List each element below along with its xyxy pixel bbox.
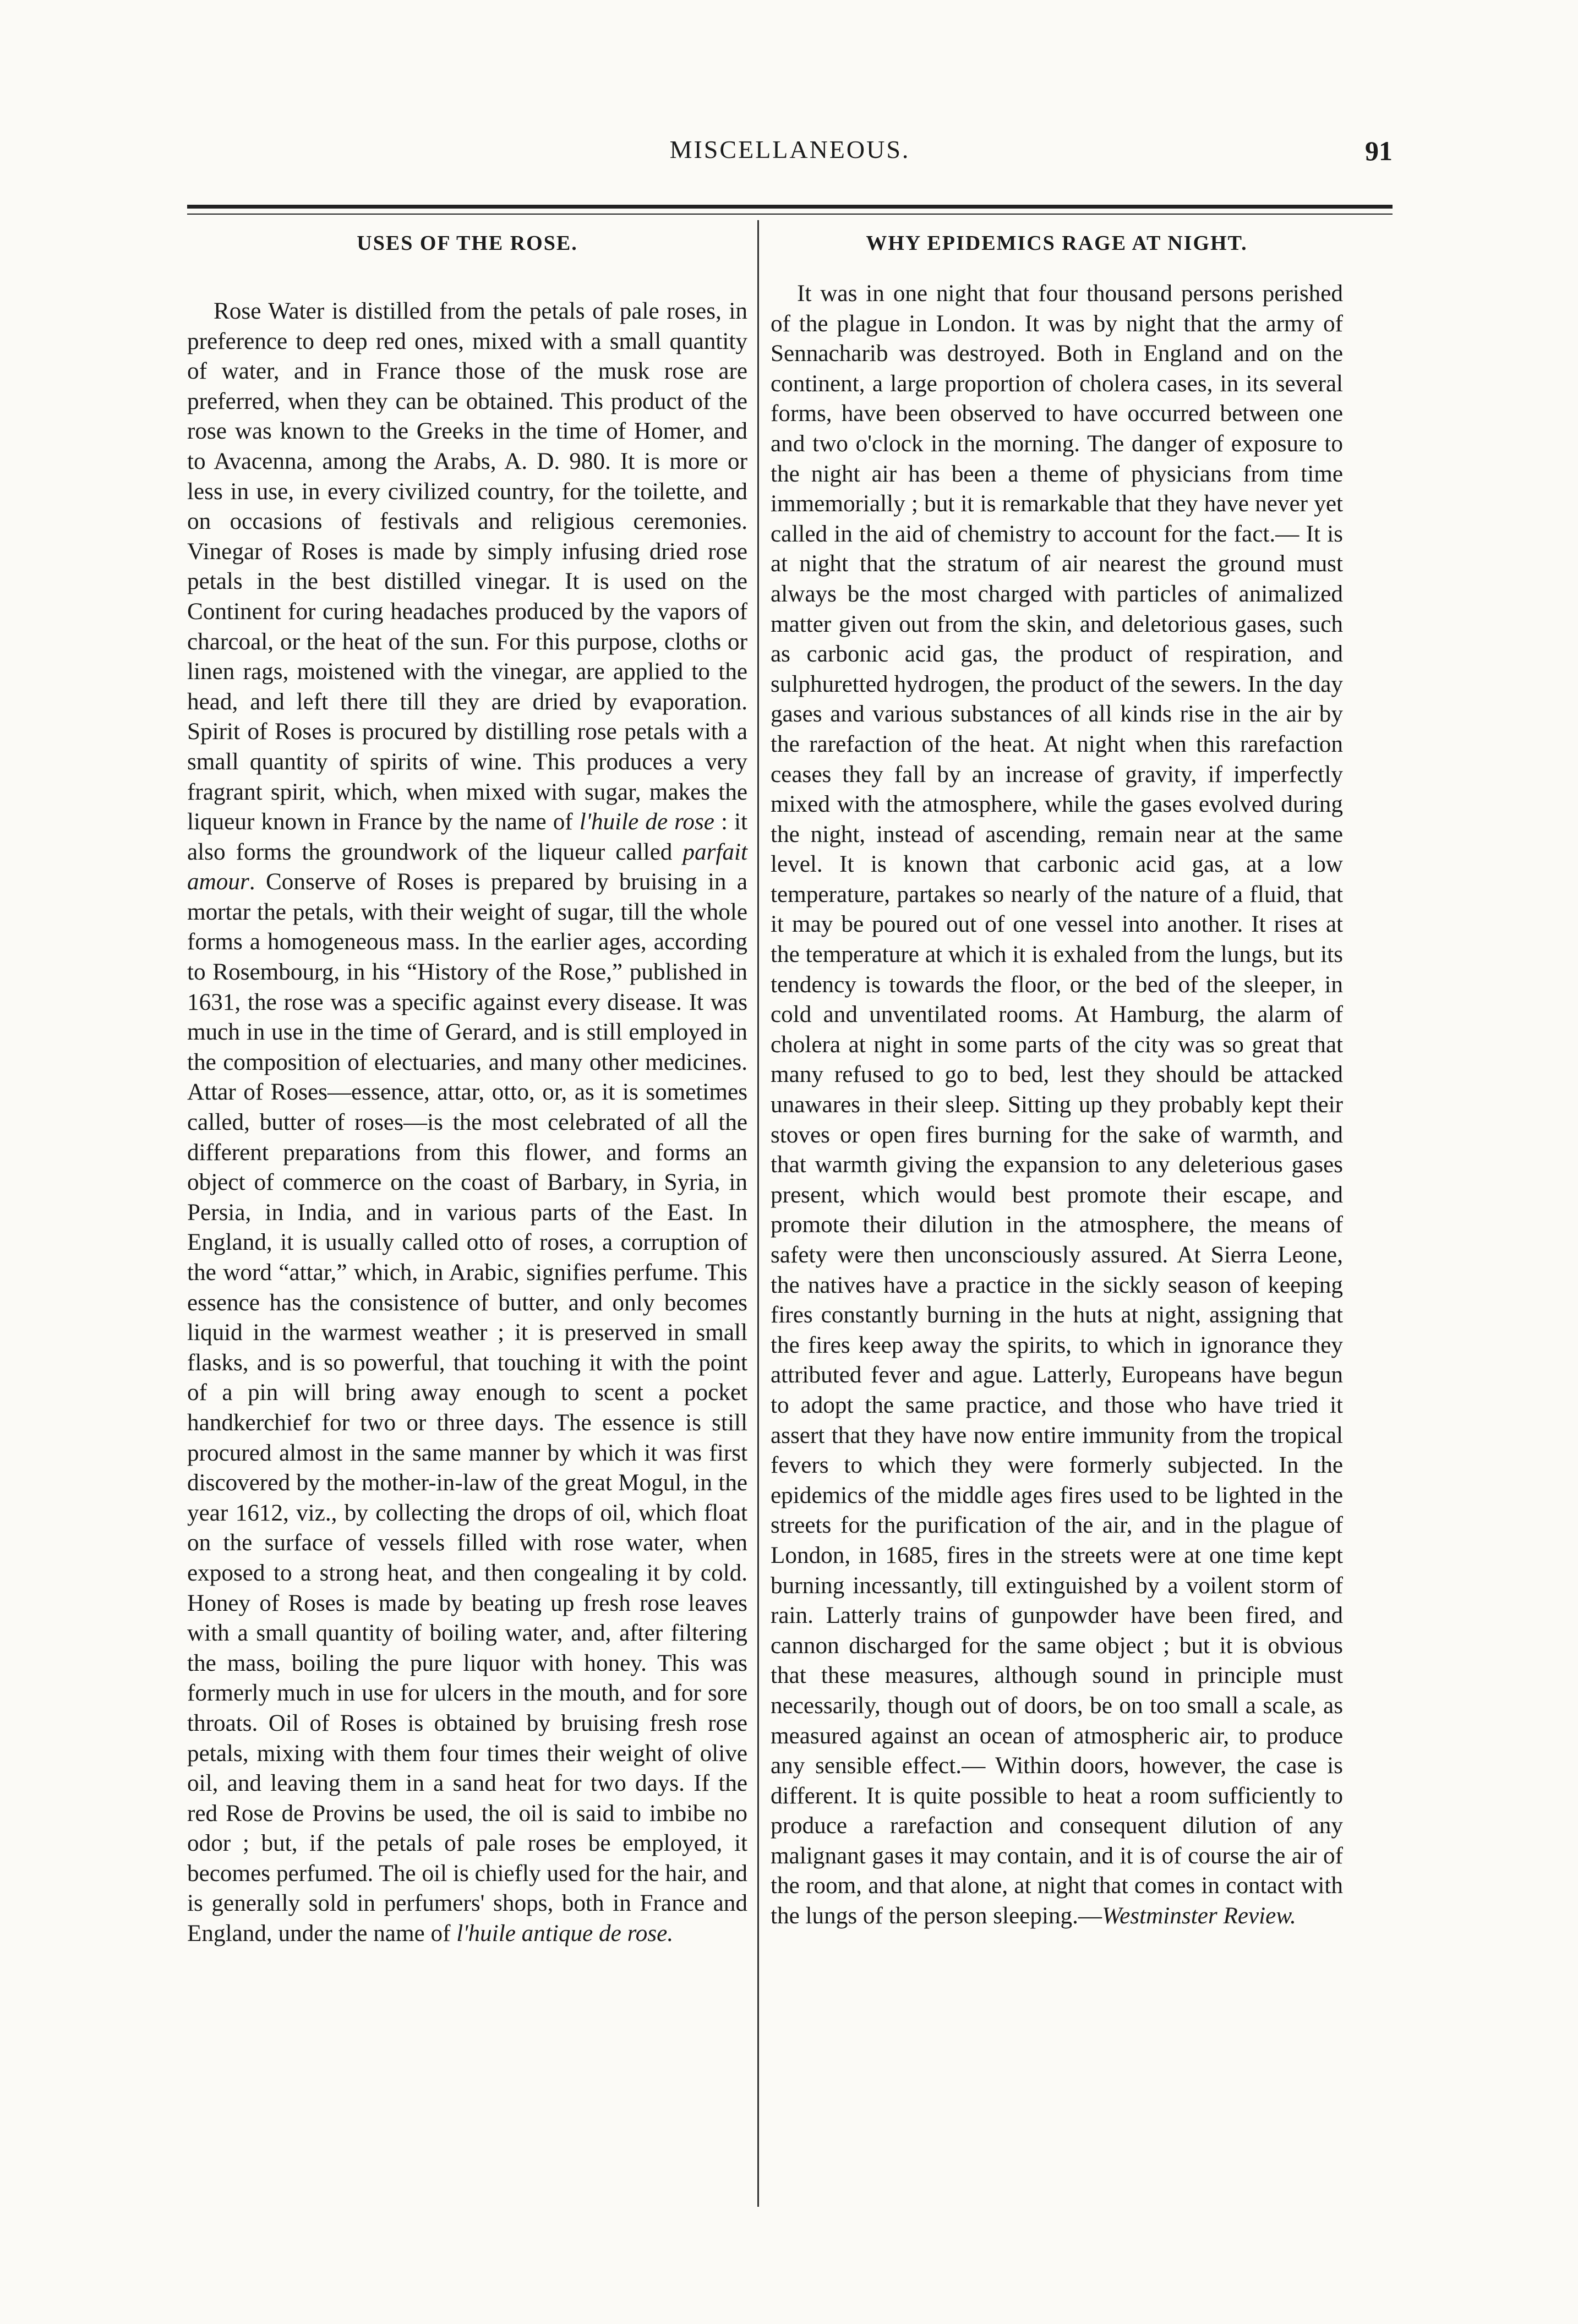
article-uses-of-the-rose — [187, 228, 747, 1949]
article-why-epidemics-rage-at-night — [771, 228, 1343, 1932]
page-number: 91 — [1365, 135, 1393, 166]
article-title: USES OF THE ROSE. — [357, 232, 578, 255]
header-rule-thin — [187, 214, 1393, 215]
body-text-run: It was in one night that four thousand persons perished of the plague in London. It was by night that the army of Sennacharib was destroyed. Both in England and on the continent, a large proportion of cholera cases, in its several forms, have been observed to have occurred between one and two o'clock in the morning. The danger of exposure to the night air has been a theme of physicians from time immemorially ; but it is remarkable that they have never yet called in the aid of chemistry to account for the fact.— It is at night that the stratum of air nearest the ground must always be the most charged with particles of animalized matter given out from the skin, and deletorious gases, such as carbonic acid gas, the product of respiration, and sulphuretted hydrogen, the product of the sewers. In the day gases and various substances of all kinds rise in the air by the rarefaction of the heat. At night when this rarefaction ceases they fall by an increase of gravity, if imperfectly mixed with the atmosphere, while the gases evolved during the night, instead of ascending, remain near at the same level. It is known that carbonic acid gas, at a low temperature, partakes so nearly of the nature of a fluid, that it may be poured out of one vessel into another. It rises at the temperature at which it is exhaled from the lungs, but its tendency is towards the floor, or the bed of the sleeper, in cold and unventilated rooms. At Hamburg, the alarm of cholera at night in some parts of the city was so great that many refused to go to bed, lest they should be attacked unawares in their sleep. Sitting up they probably kept their stoves or open fires burning for the sake of warmth, and that warmth giving the expansion to any deleterious gases present, which would best promote their escape, and promote their dilution in the atmosphere, the means of safety were then unconsciously assured. At Sierra Leone, the natives have a practice in the sickly season of keeping fires constantly burning in the huts at night, assigning that the fires keep away the spirits, to which in ignorance they attributed fever and ague. Latterly, Europeans have begun to adopt the same practice, and those who have tried it assert that they have now entire immunity from the tropical fevers to which they were formerly subjected. In the epidemics of the middle ages fires used to be lighted in the streets for the purification of the air, and in the plague of London, in 1685, fires in the streets were at one time kept burning incessantly, till extinguished by a voilent storm of rain. Latterly trains of gunpowder have been fired, and cannon discharged for the same object ; but it is obvious that these measures, although sound in principle must necessarily, though out of doors, be on too small a scale, as measured against an ocean of atmospheric air, to produce any sensible effect.— Within doors, however, the case is different. It is quite possible to heat a room sufficiently to produce a rarefaction and consequent dilution of any malignant gases it may contain, and it is of course the air of the room, and that alone, at night that comes in contact with the lungs of the person sleeping.— — [771, 281, 1343, 1929]
italic-phrase: l'huile de rose — [579, 809, 714, 835]
italic-phrase: l'huile antique de rose. — [456, 1921, 674, 1947]
body-text-run: . Conserve of Roses is prepared by bruising in a mortar the petals, with their weight of sugar, till the whole forms a homogeneous mass. In the earlier ages, according to Rosembourg, in his “History of the Rose,” published in 1631, the rose was a specific against every disease. It was much in use in the time of Gerard, and is still employed in the composition of electuaries, and many other medicines. Attar of Roses—essence, attar, otto, or, as it is sometimes called, butter of roses—is the most celebrated of all the different preparations from this flower, and forms an object of commerce on the coast of Barbary, in Syria, in Persia, in India, and in various parts of the East. In England, it is usually called otto of roses, a corruption of the word “attar,” which, in Arabic, signifies perfume. This essence has the consistence of butter, and only becomes liquid in the warmest weather ; it is preserved in small flasks, and is so powerful, that touching it with the point of a pin will bring away enough to scent a pocket handkerchief for two or three days. The essence is still procured almost in the same manner by which it was first discovered by the mother-in-law of the great Mogul, in the year 1612, viz., by collecting the drops of oil, which float on the surface of vessels filled with rose water, when exposed to a strong heat, and then congealing it by cold. Honey of Roses is made by beating up fresh rose leaves with a small quantity of boiling water, and, after filtering the mass, boiling the pure liquor with honey. This was formerly much in use for ulcers in the mouth, and for sore throats. Oil of Roses is obtained by bruising fresh rose petals, mixing with them four times their weight of olive oil, and leaving them in a sand heat for two days. If the red Rose de Provins be used, the oil is said to imbibe no odor ; but, if the petals of pale roses be employed, it becomes perfumed. The oil is chiefly used for the hair, and is generally sold in perfumers' shops, both in France and England, under the name of — [187, 869, 747, 1947]
running-title: MISCELLANEOUS. — [669, 135, 910, 163]
article-body — [771, 279, 1343, 1932]
italic-phrase: parfait amour — [187, 839, 747, 895]
header-rule-thick — [187, 205, 1393, 209]
running-head — [187, 124, 1393, 184]
article-title: WHY EPIDEMICS RAGE AT NIGHT. — [866, 232, 1248, 255]
article-body — [187, 297, 747, 1949]
column-divider — [757, 220, 759, 2207]
body-text-run: Rose Water is distilled from the petals of pale roses, in preference to deep red ones, mixed with a small quantity of water, and in France those of the musk rose are preferred, when they can be obtained. This product of the rose was known to the Greeks in the time of Homer, and to Avacenna, among the Arabs, A. D. 980. It is more or less in use, in every civilized country, for the toilette, and on occasions of festivals and religious ceremonies. Vinegar of Roses is made by simply infusing dried rose petals in the best distilled vinegar. It is used on the Continent for curing headaches produced by the vapors of charcoal, or the heat of the sun. For this purpose, cloths or linen rags, moistened with the vinegar, are applied to the head, and left there till they are dried by evaporation. Spirit of Roses is procured by distilling rose petals with a small quantity of spirits of wine. This produces a very fragrant spirit, which, when mixed with sugar, makes the liqueur known in France by the name of — [187, 298, 747, 835]
body-text-run: : it also forms the groundwork of the liqueur called — [187, 809, 748, 865]
source-citation: Westminster Review. — [1102, 1903, 1296, 1929]
